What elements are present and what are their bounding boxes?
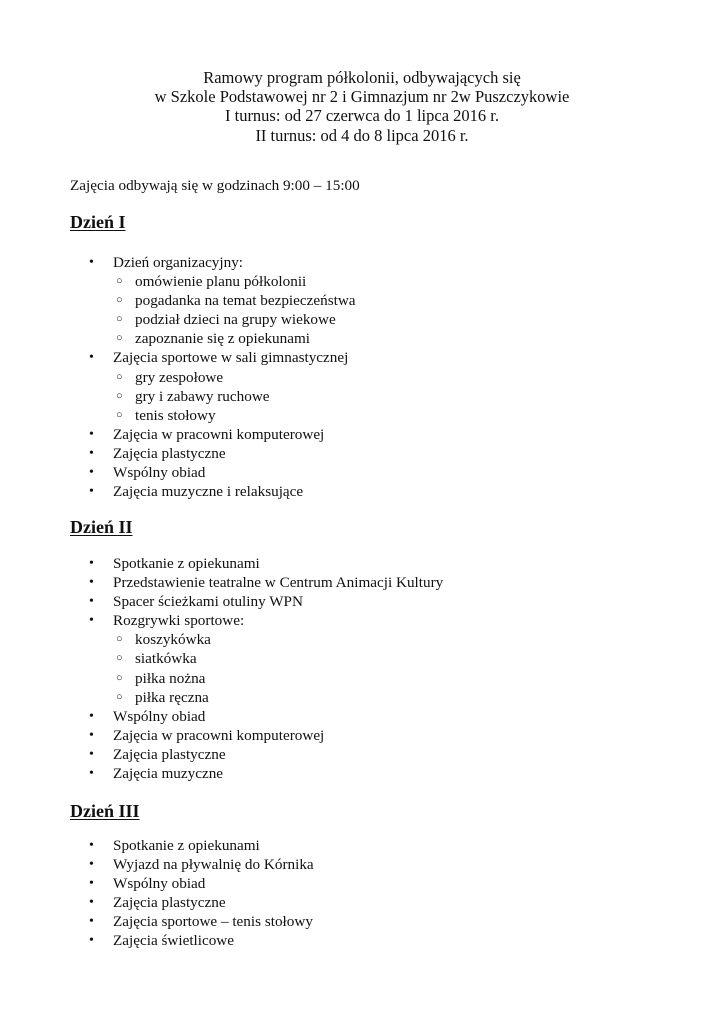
list-item-text: Zajęcia plastyczne [113,745,226,763]
bullet-icon: • [89,708,94,724]
list-item-text: Spotkanie z opiekunami [113,837,260,854]
sub-list-item [0,669,724,688]
bullet-icon: • [89,746,94,762]
sub-list-item [0,406,724,425]
list-item-text: Zajęcia muzyczne i relaksujące [113,483,304,501]
bullet-icon: • [89,613,94,629]
list-item [0,592,724,611]
list-item [0,554,724,573]
list-item [0,348,724,367]
title-line: Ramowy program półkolonii, odbywających się [203,68,521,87]
sub-list-item [0,688,724,707]
bullet-icon: • [89,255,94,270]
list-item-text: Zajęcia sportowe w sali gimnastycznej [113,349,349,367]
list-item-text: Przedstawienie teatralne w Centrum Animacji Kultury [113,574,444,592]
bullet-icon: • [89,766,94,782]
bullet-icon: • [89,484,94,500]
bullet-icon: • [89,727,94,743]
bullet-icon: • [89,838,94,853]
list-item-text: podział dzieci na grupy wiekowe [135,311,336,329]
bullet-icon: • [89,575,94,591]
list-item-text: pogadanka na temat bezpieczeństwa [135,292,356,310]
sub-list-item [0,329,724,348]
circle-bullet-icon: ○ [116,370,123,383]
circle-bullet-icon: ○ [116,652,123,665]
list-item [0,707,724,726]
day-1-list [0,253,724,501]
circle-bullet-icon: ○ [116,275,123,288]
list-item-text: Dzień organizacyjny: [113,254,244,271]
list-item-text: koszykówka [135,631,211,649]
list-item-text: piłka nożna [135,669,206,687]
list-item-text: siatkówka [135,650,197,668]
list-item [0,931,724,950]
list-item [0,463,724,482]
sub-list-item [0,368,724,387]
document-title [0,68,724,145]
circle-bullet-icon: ○ [116,294,123,307]
list-item-text: Wspólny obiad [113,464,206,482]
list-item-text: Zajęcia świetlicowe [113,932,235,950]
bullet-icon: • [89,876,94,892]
list-item [0,253,724,272]
circle-bullet-icon: ○ [116,332,123,345]
day-2-heading: Dzień II [70,517,133,537]
sub-list-item [0,310,724,329]
sub-list-item [0,649,724,668]
list-item-text: Zajęcia plastyczne [113,444,226,462]
list-item-text: Wspólny obiad [113,707,206,725]
sub-list-item [0,387,724,406]
bullet-icon: • [89,857,94,873]
sub-list-item [0,272,724,291]
day-3-heading: Dzień III [70,801,140,821]
bullet-icon: • [89,556,94,571]
circle-bullet-icon: ○ [116,389,123,402]
title-line: I turnus: od 27 czerwca do 1 lipca 2016 r. [224,106,499,126]
list-item-text: Zajęcia w pracowni komputerowej [113,425,325,443]
list-item [0,482,724,501]
title-line: w Szkole Podstawowej nr 2 i Gimnazjum nr 2w Puszczykowie [154,87,570,107]
day-1-heading: Dzień I [70,212,126,232]
list-item-text: Wspólny obiad [113,875,206,893]
list-item-text: Zajęcia plastyczne [113,894,226,912]
list-item [0,764,724,783]
sub-list-item [0,291,724,310]
list-item [0,726,724,745]
bullet-icon: • [89,426,94,442]
list-item-text: zapoznanie się z opiekunami [135,330,311,348]
bullet-icon: • [89,895,94,911]
list-item-text: gry i zabawy ruchowe [135,387,270,405]
circle-bullet-icon: ○ [116,313,123,326]
list-item-text: tenis stołowy [135,406,216,424]
list-item [0,425,724,444]
circle-bullet-icon: ○ [116,690,123,703]
list-item-text: Rozgrywki sportowe: [113,612,245,630]
list-item-text: Spacer ścieżkami otuliny WPN [113,593,303,611]
list-item [0,836,724,855]
list-item-text: gry zespołowe [135,368,224,386]
list-item-text: Zajęcia muzyczne [113,765,224,783]
bullet-icon: • [89,350,94,366]
bullet-icon: • [89,465,94,481]
bullet-icon: • [89,933,94,949]
list-item [0,745,724,764]
bullet-icon: • [89,594,94,610]
circle-bullet-icon: ○ [116,408,123,421]
list-item [0,611,724,630]
circle-bullet-icon: ○ [116,633,123,646]
list-item-text: omówienie planu półkolonii [135,273,307,291]
list-item-text: Zajęcia sportowe – tenis stołowy [113,913,313,931]
day-2-list [0,554,724,783]
list-item-text: Wyjazd na pływalnię do Kórnika [113,856,314,874]
list-item-text: piłka ręczna [135,688,209,706]
hours-note: Zajęcia odbywają się w godzinach 9:00 – 15:00 [70,177,360,194]
list-item [0,573,724,592]
circle-bullet-icon: ○ [116,671,123,684]
list-item [0,912,724,931]
list-item-text: Zajęcia w pracowni komputerowej [113,726,325,744]
title-line: II turnus: od 4 do 8 lipca 2016 r. [255,125,469,145]
list-item [0,444,724,463]
list-item [0,855,724,874]
sub-list-item [0,630,724,649]
day-3-list [0,836,724,951]
list-item [0,893,724,912]
bullet-icon: • [89,445,94,461]
bullet-icon: • [89,914,94,930]
list-item-text: Spotkanie z opiekunami [113,555,260,572]
list-item [0,874,724,893]
